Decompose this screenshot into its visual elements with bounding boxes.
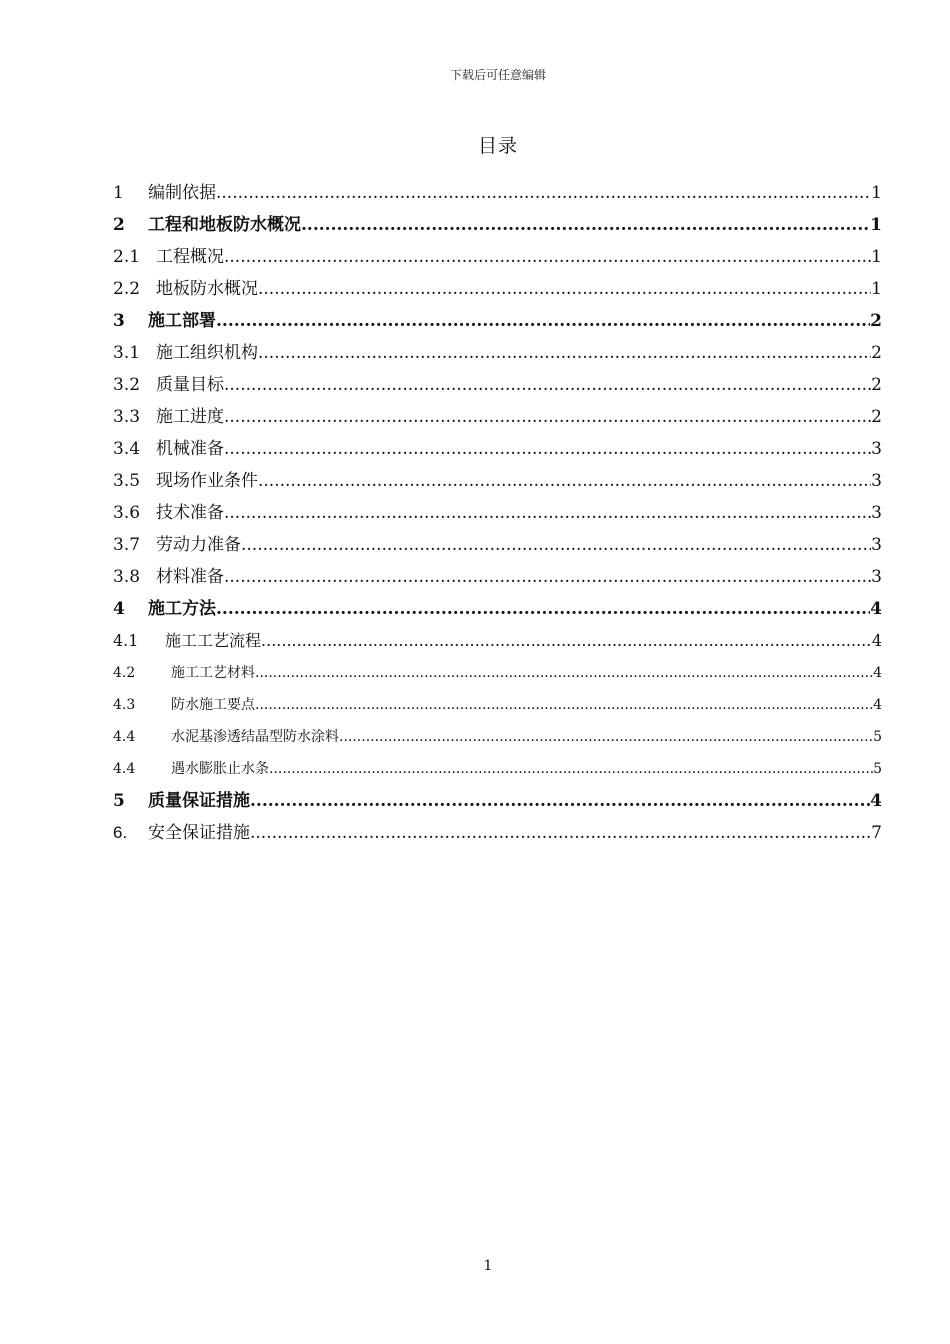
toc-entry-number: 4.3 <box>113 697 136 713</box>
toc-title: 目录 <box>477 135 518 157</box>
toc-entry-number: 6. <box>113 823 128 842</box>
toc-entry-title: 施工部署 <box>148 311 216 331</box>
toc-entry[interactable] <box>113 465 882 497</box>
toc-entry[interactable] <box>113 305 882 337</box>
toc-entry-number: 3.7 <box>113 535 141 555</box>
toc-entry-page: 2 <box>871 375 882 395</box>
toc-leader-dots <box>255 689 873 721</box>
toc-entry-page: 3 <box>871 567 882 587</box>
toc-entry-title: 施工方法 <box>148 599 216 619</box>
toc-leader-dots <box>224 241 871 273</box>
toc-leader-dots <box>258 273 871 305</box>
toc-entry-page: 4 <box>870 599 882 619</box>
toc-entry-title: 防水施工要点 <box>171 697 255 713</box>
table-of-contents <box>113 177 882 849</box>
toc-entry[interactable] <box>113 241 882 273</box>
toc-entry[interactable] <box>113 401 882 433</box>
toc-entry-page: 3 <box>871 503 882 523</box>
toc-entry[interactable] <box>113 177 882 209</box>
toc-entry-page: 1 <box>871 183 882 203</box>
toc-entry-title: 遇水膨胀止水条 <box>171 761 269 777</box>
toc-entry-page: 2 <box>870 311 882 331</box>
toc-leader-dots <box>224 369 871 401</box>
toc-entry-page: 4 <box>871 631 882 650</box>
toc-entry-number: 3.3 <box>113 407 141 427</box>
toc-leader-dots <box>269 753 873 785</box>
toc-entry[interactable] <box>113 529 882 561</box>
toc-entry-title: 质量目标 <box>156 375 224 395</box>
toc-leader-dots <box>224 561 871 593</box>
toc-entry-title: 施工工艺材料 <box>171 665 255 681</box>
toc-entry-title: 机械准备 <box>156 439 224 459</box>
toc-entry[interactable] <box>113 593 882 625</box>
page-header-note: 下载后可任意编辑 <box>449 68 546 82</box>
toc-entry-number: 2.1 <box>113 247 141 267</box>
toc-entry-page: 1 <box>871 279 882 299</box>
toc-entry-number: 3 <box>113 311 125 331</box>
toc-entry-page: 5 <box>873 761 882 777</box>
toc-entry[interactable] <box>113 721 882 753</box>
toc-entry-page: 5 <box>873 729 882 745</box>
toc-entry[interactable] <box>113 689 882 721</box>
toc-entry-page: 7 <box>871 823 882 843</box>
toc-entry-page: 3 <box>871 439 882 459</box>
toc-entry-title: 现场作业条件 <box>156 471 258 491</box>
toc-entry-number: 3.5 <box>113 471 141 491</box>
toc-entry-number: 5 <box>113 791 125 811</box>
toc-entry-page: 4 <box>873 665 882 681</box>
toc-entry-page: 3 <box>871 535 882 555</box>
toc-leader-dots <box>261 625 872 657</box>
toc-entry-number: 4.4 <box>113 761 136 777</box>
toc-leader-dots <box>255 657 873 689</box>
toc-entry-number: 4.1 <box>113 631 139 650</box>
toc-leader-dots <box>216 177 871 209</box>
toc-entry-number: 3.1 <box>113 343 141 363</box>
toc-entry-number: 2 <box>113 215 125 235</box>
toc-entry[interactable] <box>113 273 882 305</box>
toc-entry-page: 3 <box>871 471 882 491</box>
toc-entry[interactable] <box>113 369 882 401</box>
toc-entry[interactable] <box>113 561 882 593</box>
toc-entry[interactable] <box>113 337 882 369</box>
toc-entry-number: 3.8 <box>113 567 141 587</box>
toc-entry-title: 施工工艺流程 <box>165 631 262 650</box>
toc-entry-page: 4 <box>873 697 882 713</box>
toc-entry[interactable] <box>113 657 882 689</box>
toc-entry-page: 1 <box>870 215 882 235</box>
toc-entry-title: 施工组织机构 <box>156 343 258 363</box>
toc-entry-number: 3.6 <box>113 503 141 523</box>
toc-entry-page: 2 <box>871 407 882 427</box>
toc-entry[interactable] <box>113 785 882 817</box>
toc-leader-dots <box>216 593 870 625</box>
toc-entry-number: 4.2 <box>113 665 136 681</box>
toc-leader-dots <box>339 721 873 753</box>
toc-leader-dots <box>216 305 870 337</box>
toc-entry-title: 质量保证措施 <box>148 791 250 811</box>
toc-leader-dots <box>224 497 871 529</box>
toc-entry-number: 2.2 <box>113 279 141 299</box>
toc-entry-page: 2 <box>871 343 882 363</box>
toc-leader-dots <box>250 785 870 817</box>
toc-leader-dots <box>250 817 871 849</box>
toc-entry-title: 劳动力准备 <box>156 535 241 555</box>
toc-entry-number: 1 <box>113 183 124 203</box>
toc-entry-title: 安全保证措施 <box>148 823 250 843</box>
toc-leader-dots <box>258 465 871 497</box>
page-number: 1 <box>483 1258 493 1274</box>
toc-entry[interactable] <box>113 817 882 849</box>
toc-leader-dots <box>224 433 871 465</box>
toc-entry[interactable] <box>113 753 882 785</box>
toc-leader-dots <box>258 337 871 369</box>
toc-entry-title: 工程和地板防水概况 <box>148 215 301 235</box>
toc-leader-dots <box>224 401 871 433</box>
toc-entry[interactable] <box>113 497 882 529</box>
toc-entry-page: 1 <box>871 247 882 267</box>
toc-entry-title: 施工进度 <box>156 407 224 427</box>
toc-entry-title: 材料准备 <box>156 567 224 587</box>
toc-entry-number: 3.2 <box>113 375 141 395</box>
toc-entry[interactable] <box>113 433 882 465</box>
toc-entry-title: 工程概况 <box>156 247 224 267</box>
toc-entry-number: 4.4 <box>113 729 136 745</box>
toc-entry-title: 技术准备 <box>156 503 224 523</box>
toc-entry-page: 4 <box>870 791 882 811</box>
toc-entry[interactable] <box>113 209 882 241</box>
toc-entry-title: 地板防水概况 <box>156 279 258 299</box>
toc-leader-dots <box>301 209 870 241</box>
toc-entry-number: 4 <box>113 599 125 619</box>
toc-leader-dots <box>241 529 871 561</box>
toc-entry[interactable] <box>113 625 882 657</box>
toc-entry-number: 3.4 <box>113 439 141 459</box>
toc-entry-title: 水泥基渗透结晶型防水涂料 <box>171 729 339 745</box>
toc-entry-title: 编制依据 <box>148 183 216 203</box>
